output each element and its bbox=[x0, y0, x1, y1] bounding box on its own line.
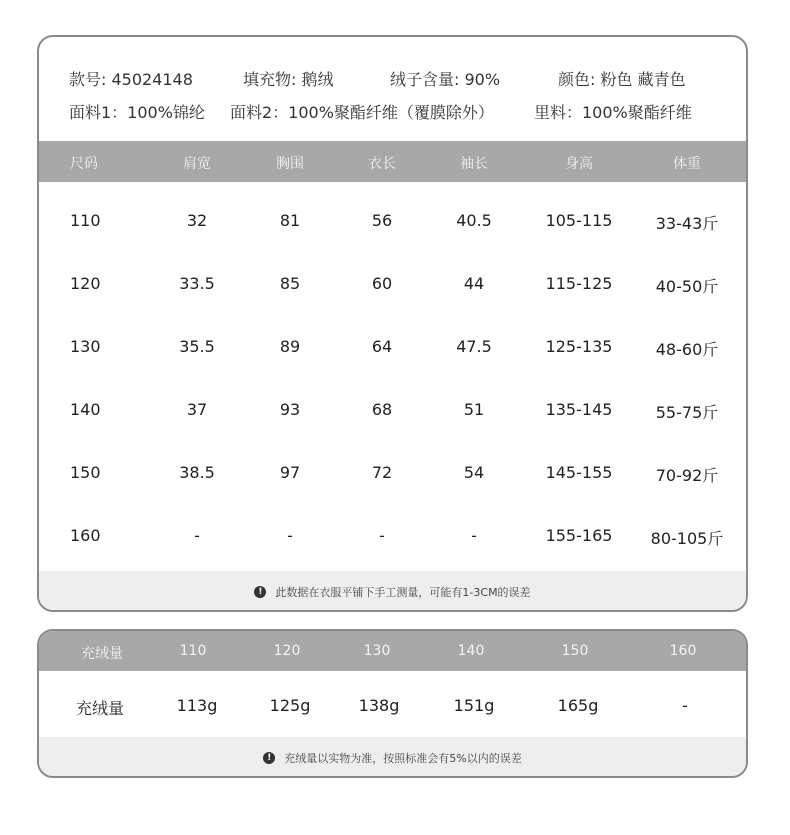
header-sleeve: 袖长 bbox=[460, 156, 488, 172]
down-content: 绒子含量: 90% bbox=[390, 70, 501, 89]
header-fill-label: 充绒量 bbox=[81, 646, 123, 662]
table-row bbox=[39, 686, 746, 726]
table-cell: 135-145 bbox=[545, 400, 613, 419]
header-height: 身高 bbox=[565, 156, 593, 172]
table-row bbox=[39, 453, 746, 493]
header-size-140: 140 bbox=[457, 643, 485, 659]
table-row bbox=[39, 327, 746, 367]
size-chart-card bbox=[37, 35, 748, 612]
fill-note bbox=[39, 737, 746, 778]
table-row bbox=[39, 264, 746, 304]
table-cell: 51 bbox=[463, 400, 485, 419]
table-cell: 140 bbox=[70, 400, 101, 419]
table-cell: 85 bbox=[279, 274, 301, 293]
color-options: 颜色: 粉色 藏青色 bbox=[558, 70, 686, 89]
table-cell: 110 bbox=[70, 211, 101, 230]
size-table-header bbox=[39, 141, 746, 182]
table-cell: 47.5 bbox=[456, 337, 492, 356]
fill-amount-card bbox=[37, 629, 748, 778]
table-cell: 155-165 bbox=[545, 526, 613, 545]
table-cell: 54 bbox=[463, 463, 485, 482]
fill-note-text: 充绒量以实物为准，按照标准会有5%以内的误差 bbox=[284, 751, 522, 765]
table-cell: 113g bbox=[176, 696, 218, 715]
table-cell: 151g bbox=[453, 696, 495, 715]
table-cell: - bbox=[287, 526, 293, 545]
table-cell: 145-155 bbox=[545, 463, 613, 482]
table-row bbox=[39, 390, 746, 430]
table-cell: 165g bbox=[557, 696, 599, 715]
table-cell: 72 bbox=[371, 463, 393, 482]
table-cell: 40.5 bbox=[456, 211, 492, 230]
header-size: 尺码 bbox=[70, 156, 98, 172]
table-cell: 55-75斤 bbox=[655, 403, 719, 422]
table-cell: 70-92斤 bbox=[655, 466, 719, 485]
table-cell: 89 bbox=[279, 337, 301, 356]
table-cell: 33-43斤 bbox=[655, 214, 719, 233]
header-size-130: 130 bbox=[363, 643, 391, 659]
table-cell: - bbox=[471, 526, 477, 545]
table-cell: 48-60斤 bbox=[655, 340, 719, 359]
header-chest: 胸围 bbox=[276, 156, 304, 172]
table-cell: 81 bbox=[279, 211, 301, 230]
table-cell: 37 bbox=[186, 400, 208, 419]
lining-fabric: 里料：100%聚酯纤维 bbox=[534, 103, 692, 122]
table-cell: 160 bbox=[70, 526, 101, 545]
header-size-120: 120 bbox=[273, 643, 301, 659]
table-cell: 60 bbox=[371, 274, 393, 293]
table-cell: - bbox=[682, 696, 688, 715]
table-row bbox=[39, 201, 746, 241]
table-cell: 35.5 bbox=[179, 337, 215, 356]
table-cell: 150 bbox=[70, 463, 101, 482]
table-cell: 68 bbox=[371, 400, 393, 419]
table-cell: 120 bbox=[70, 274, 101, 293]
table-cell: 105-115 bbox=[545, 211, 613, 230]
table-cell: 64 bbox=[371, 337, 393, 356]
table-cell: 115-125 bbox=[545, 274, 613, 293]
header-length: 衣长 bbox=[368, 156, 396, 172]
table-row bbox=[39, 516, 746, 556]
table-cell: 130 bbox=[70, 337, 101, 356]
exclamation-circle-icon: ! bbox=[263, 752, 275, 764]
table-cell: 80-105斤 bbox=[650, 529, 724, 548]
measurement-note-text: 此数据在衣服平铺下手工测量，可能有1-3CM的误差 bbox=[275, 585, 531, 599]
table-cell: 33.5 bbox=[179, 274, 215, 293]
fabric-1: 面料1：100%锦纶 bbox=[69, 103, 205, 122]
header-weight: 体重 bbox=[673, 156, 701, 172]
style-number: 款号: 45024148 bbox=[69, 70, 193, 89]
table-cell: - bbox=[379, 526, 385, 545]
table-cell: 32 bbox=[186, 211, 208, 230]
fabric-2: 面料2：100%聚酯纤维（覆膜除外） bbox=[230, 103, 494, 122]
header-size-110: 110 bbox=[179, 643, 207, 659]
header-shoulder: 肩宽 bbox=[183, 156, 211, 172]
filling-material: 填充物: 鹅绒 bbox=[243, 70, 334, 89]
header-size-160: 160 bbox=[669, 643, 697, 659]
table-cell: 充绒量 bbox=[75, 699, 125, 718]
measurement-note bbox=[39, 571, 746, 612]
header-size-150: 150 bbox=[561, 643, 589, 659]
table-cell: - bbox=[194, 526, 200, 545]
table-cell: 138g bbox=[358, 696, 400, 715]
table-cell: 40-50斤 bbox=[655, 277, 719, 296]
table-cell: 93 bbox=[279, 400, 301, 419]
table-cell: 97 bbox=[279, 463, 301, 482]
exclamation-circle-icon: ! bbox=[254, 586, 266, 598]
table-cell: 44 bbox=[463, 274, 485, 293]
table-cell: 38.5 bbox=[179, 463, 215, 482]
table-cell: 125g bbox=[269, 696, 311, 715]
table-cell: 56 bbox=[371, 211, 393, 230]
fill-table-header bbox=[39, 631, 746, 671]
table-cell: 125-135 bbox=[545, 337, 613, 356]
